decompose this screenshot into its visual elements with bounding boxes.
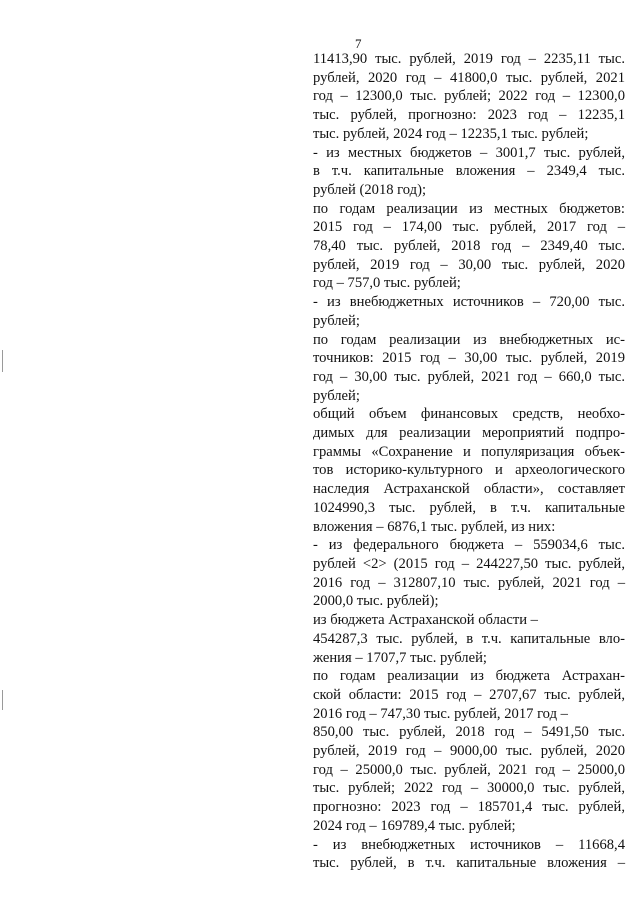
text-line: 78,40 тыс. рублей, 2018 год – 2349,40 тыс. [313, 238, 625, 255]
text-line: вложения – 6876,1 тыс. рублей, из них: [313, 518, 556, 535]
text-line: год – 757,0 тыс. рублей; [313, 275, 461, 292]
text-line: тыс. рублей, 2024 год – 12235,1 тыс. рублей; [313, 125, 589, 142]
text-line: в т.ч. капитальные вложения – 2349,4 тыс. [313, 163, 625, 180]
body-text [313, 50, 625, 873]
text-line: рублей; [313, 312, 360, 329]
text-line: граммы «Сохранение и популяризация объек- [313, 443, 625, 460]
text-line: - из внебюджетных источников – 11668,4 [313, 836, 625, 853]
text-line: тыс. рублей; 2022 год – 30000,0 тыс. рублей, [313, 780, 625, 797]
text-line: тыс. рублей, в т.ч. капитальные вложения – [313, 855, 625, 872]
document-text-column [313, 50, 625, 873]
scan-edge-mark [2, 350, 3, 372]
text-line: 11413,90 тыс. рублей, 2019 год – 2235,11 тыс. [313, 51, 625, 67]
text-line: ской области: 2015 год – 2707,67 тыс. рублей, [313, 686, 625, 703]
text-line: рублей, 2020 год – 41800,0 тыс. рублей, 2021 [313, 69, 625, 86]
text-line: 1024990,3 тыс. рублей, в т.ч. капитальные [313, 499, 625, 516]
text-line: 2024 год – 169789,4 тыс. рублей; [313, 817, 516, 834]
text-line: по годам реализации из бюджета Астрахан- [313, 668, 625, 685]
text-line: 2015 год – 174,00 тыс. рублей, 2017 год – [313, 219, 625, 236]
text-line: 2000,0 тыс. рублей); [313, 593, 439, 610]
text-line: прогнозно: 2023 год – 185701,4 тыс. рублей, [313, 799, 625, 816]
text-line: 454287,3 тыс. рублей, в т.ч. капитальные вло- [313, 630, 625, 647]
text-line: год – 25000,0 тыс. рублей, 2021 год – 25000,0 [313, 761, 625, 778]
text-line: димых для реализации мероприятий подпро- [313, 425, 625, 442]
text-line: - из внебюджетных источников – 720,00 тыс. [313, 294, 625, 311]
text-line: 2016 год – 312807,10 тыс. рублей, 2021 год – [313, 574, 625, 591]
text-line: год – 30,00 тыс. рублей, 2021 год – 660,0 тыс. [313, 368, 625, 385]
text-line: рублей, 2019 год – 9000,00 тыс. рублей, 2020 [313, 743, 625, 760]
text-line: - из местных бюджетов – 3001,7 тыс. рублей, [313, 144, 625, 161]
text-line: рублей <2> (2015 год – 244227,50 тыс. рублей, [313, 555, 625, 572]
text-line: рублей (2018 год); [313, 181, 427, 198]
text-line: тов историко-культурного и археологического [313, 462, 625, 479]
text-line: 850,00 тыс. рублей, 2018 год – 5491,50 тыс. [313, 724, 625, 741]
text-line: год – 12300,0 тыс. рублей; 2022 год – 12300,0 [313, 88, 625, 105]
text-line: по годам реализации из местных бюджетов: [313, 200, 625, 217]
text-line: из бюджета Астраханской области – [313, 612, 538, 629]
text-line: наследия Астраханской области», составляет [313, 481, 625, 498]
page-number: 7 [355, 36, 362, 51]
text-line: по годам реализации из внебюджетных ис- [313, 331, 625, 348]
text-line: рублей; [313, 387, 360, 404]
text-line: точников: 2015 год – 30,00 тыс. рублей, 2019 [313, 350, 625, 367]
text-line: 2016 год – 747,30 тыс. рублей, 2017 год – [313, 705, 568, 722]
text-line: общий объем финансовых средств, необхо- [313, 406, 625, 423]
text-line: жения – 1707,7 тыс. рублей; [313, 649, 487, 666]
scan-edge-mark [2, 690, 3, 710]
text-line: рублей, 2019 год – 30,00 тыс. рублей, 2020 [313, 256, 625, 273]
text-line: тыс. рублей, прогнозно: 2023 год – 12235,1 [313, 107, 625, 124]
text-line: - из федерального бюджета – 559034,6 тыс. [313, 537, 625, 554]
